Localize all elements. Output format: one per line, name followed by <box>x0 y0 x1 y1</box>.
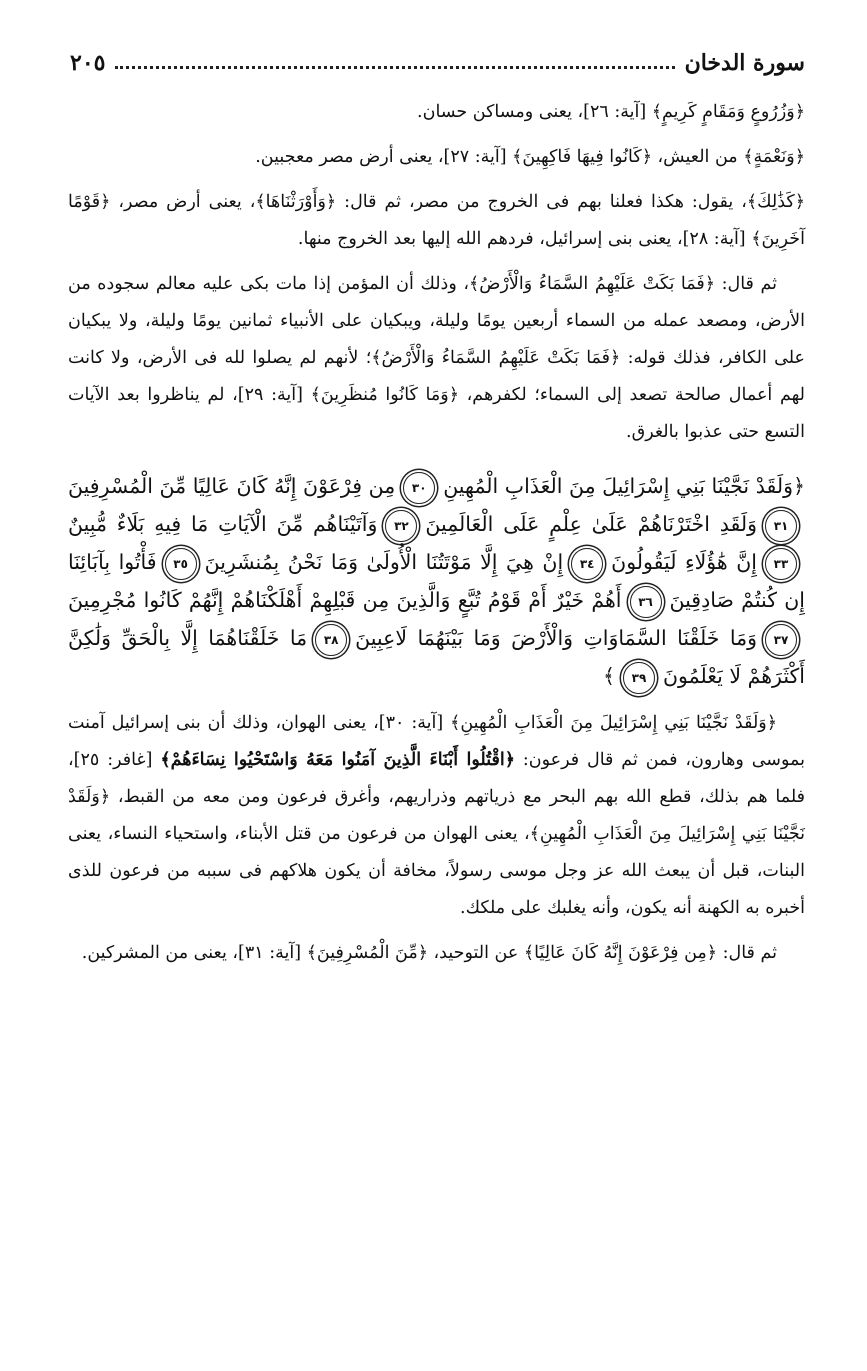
quran-verses-block <box>68 467 805 695</box>
paragraph-p4 <box>68 266 805 451</box>
quran-quote: ﴿وَنَعْمَةٍ﴾ <box>743 147 805 167</box>
commentary-text: ، يعنى الهوان من فرعون من قتل الأبناء، واستحياء النساء، يعنى البنات، قبل أن يبعث الله عز وجل موسى رسولاً، مخافة أن يكون هلاكهم فى سببه من فرعون للذى أخبره به الكهنة أنه يكون، وأنه يغلبك على ملكك. <box>68 824 805 918</box>
quran-quote: ﴿وَأَوْرَثْنَاهَا﴾ <box>255 192 337 212</box>
verse-text: وَلَقَدِ اخْتَرْنَاهُمْ عَلَىٰ عِلْمٍ عَلَى الْعَالَمِينَ <box>425 512 758 536</box>
quran-quote: ﴿كَذَٰلِكَ﴾ <box>746 192 805 212</box>
commentary-text: [غافر: ٢٥]، فلما هم بذلك، قطع الله بهم البحر مع ذرياتهم وذراريهم، وأغرق فرعون ومن معه من القبط، <box>68 750 805 807</box>
commentary-text: ، يعنى أرض مصر، <box>110 192 256 212</box>
commentary-text: [آية: ٢٩]، لم يناظروا بعد الآيات التسع حتى عذبوا بالغرق. <box>68 385 805 442</box>
commentary-text: ، يقول: هكذا فعلنا بهم فى الخروج من مصر، ثم قال: <box>336 192 747 212</box>
verse-text: وَآتَيْنَاهُم مِّنَ الْآيَاتِ مَا فِيهِ بَلَاءٌ مُّبِينٌ <box>68 512 378 536</box>
verse-text: أَهُمْ خَيْرٌ أَمْ قَوْمُ تُبَّعٍ وَالَّذِينَ مِن قَبْلِهِمْ أَهْلَكْنَاهُمْ إِنَّهُمْ كَانُوا مُجْرِمِينَ <box>68 588 622 612</box>
verse-text: وَمَا خَلَقْنَا السَّمَاوَاتِ وَالْأَرْضَ وَمَا بَيْنَهُمَا لَاعِبِينَ <box>355 626 757 650</box>
verse-number-marker: ٣٤ <box>571 548 603 580</box>
commentary-text: ، وذلك أن المؤمن إذا مات بكى عليه معالم سجوده من الأرض، ومصعد عمله من السماء أربعين يومًا وليلة، ويبكيان على الأنبياء ثمانين يومًا وليلة، ولا يبكيان على الكافر، فذلك قوله: <box>68 274 805 368</box>
commentary-text: [آية: ٢٨]، يعنى بنى إسرائيل، فردهم الله إليها بعد الخروج منها. <box>297 229 752 249</box>
quran-quote: ﴿وَلَقَدْ نَجَّيْنَا بَنِي إِسْرَائِيلَ مِنَ الْعَذَابِ الْمُهِينِ﴾ <box>68 787 805 844</box>
quran-quote: ﴿وَمَا كَانُوا مُنظَرِينَ﴾ <box>310 385 459 405</box>
quran-quote: ﴿وَزُرُوعٍ وَمَقَامٍ كَرِيمٍ﴾ <box>651 102 805 122</box>
page-body <box>68 94 805 972</box>
commentary-text: [آية: ٢٦]، يعنى ومساكن حسان. <box>417 102 652 122</box>
header-dotted-leader <box>115 66 674 69</box>
commentary-text: ؛ لأنهم لم يصلوا لله فى الأرض، ولا كانت لهم أعمال صالحة تصعد إلى السماء؛ لكفرهم، <box>68 348 806 405</box>
verse-closing-bracket: ﴾ <box>602 664 615 688</box>
quran-quote: ﴿فَمَا بَكَتْ عَلَيْهِمُ السَّمَاءُ وَالْأَرْضُ﴾ <box>469 274 716 294</box>
commentary-text: [آية: ٣٠]، يعنى الهوان، وذلك أن بنى إسرائيل آمنت بموسى وهارون، فمن ثم قال فرعون: <box>68 713 805 770</box>
commentary-section-2 <box>68 705 805 972</box>
commentary-section-1 <box>68 94 805 451</box>
paragraph-p1 <box>68 94 805 131</box>
commentary-text: ثم قال: <box>717 943 777 963</box>
quran-quote: ﴿كَانُوا فِيهَا فَاكِهِينَ﴾ <box>512 147 652 167</box>
verse-number-marker: ٣٣ <box>765 548 797 580</box>
verse-number-marker: ٣٢ <box>385 510 417 542</box>
quran-quote: ﴿مِن فِرْعَوْنَ إِنَّهُ كَانَ عَالِيًا﴾ <box>523 943 718 963</box>
verse-text: مِن فِرْعَوْنَ إِنَّهُ كَانَ عَالِيًا مِّنَ الْمُسْرِفِينَ <box>68 474 396 498</box>
page-number: ٢٠٥ <box>70 50 106 76</box>
verse-number-marker: ٣٧ <box>765 624 797 656</box>
commentary-text: من العيش، <box>651 147 744 167</box>
paragraph-p3 <box>68 184 805 258</box>
commentary-text: عن التوحيد، <box>427 943 524 963</box>
quran-quote: ﴿وَلَقَدْ نَجَّيْنَا بَنِي إِسْرَائِيلَ مِنَ الْعَذَابِ الْمُهِينِ﴾ <box>450 713 777 733</box>
verse-number-marker: ٣١ <box>765 510 797 542</box>
quran-quote: ﴿قَوْمًا آخَرِينَ﴾ <box>68 192 805 249</box>
verse-text: فَأْتُوا بِآبَائِنَا إِن كُنتُمْ صَادِقِينَ <box>68 550 806 612</box>
paragraph-p5 <box>68 705 805 927</box>
verse-number-marker: ٣٩ <box>623 662 655 694</box>
quran-quote: ﴿فَمَا بَكَتْ عَلَيْهِمُ السَّمَاءُ وَالْأَرْضُ﴾ <box>371 348 621 368</box>
verse-number-marker: ٣٦ <box>630 586 662 618</box>
verse-text: إِنَّ هَٰؤُلَاءِ لَيَقُولُونَ <box>611 550 757 574</box>
commentary-text: [آية: ٣١]، يعنى من المشركين. <box>81 943 307 963</box>
paragraph-p2 <box>68 139 805 176</box>
verse-number-marker: ٣٥ <box>165 548 197 580</box>
verse-number-marker: ٣٨ <box>315 624 347 656</box>
verse-text: ﴿وَلَقَدْ نَجَّيْنَا بَنِي إِسْرَائِيلَ مِنَ الْعَذَابِ الْمُهِينِ <box>443 474 805 498</box>
paragraph-p6 <box>68 935 805 972</box>
surah-title: سورة الدخان <box>684 50 805 76</box>
page-header <box>70 38 805 76</box>
commentary-text: ثم قال: <box>715 274 777 294</box>
verse-number-marker: ٣٠ <box>403 472 435 504</box>
quran-quote: ﴿مِّنَ الْمُسْرِفِينَ﴾ <box>306 943 428 963</box>
quran-quote: ﴿اقْتُلُوا أَبْنَاءَ الَّذِينَ آمَنُوا مَعَهُ وَاسْتَحْيُوا نِسَاءَهُمْ﴾ <box>160 750 515 770</box>
commentary-text: [آية: ٢٧]، يعنى أرض مصر معجبين. <box>255 147 513 167</box>
verse-text: مَا خَلَقْنَاهُمَا إِلَّا بِالْحَقِّ وَلَٰكِنَّ أَكْثَرَهُمْ لَا يَعْلَمُونَ <box>68 626 805 688</box>
verse-text: إِنْ هِيَ إِلَّا مَوْتَتُنَا الْأُولَىٰ وَمَا نَحْنُ بِمُنشَرِينَ <box>204 550 564 574</box>
